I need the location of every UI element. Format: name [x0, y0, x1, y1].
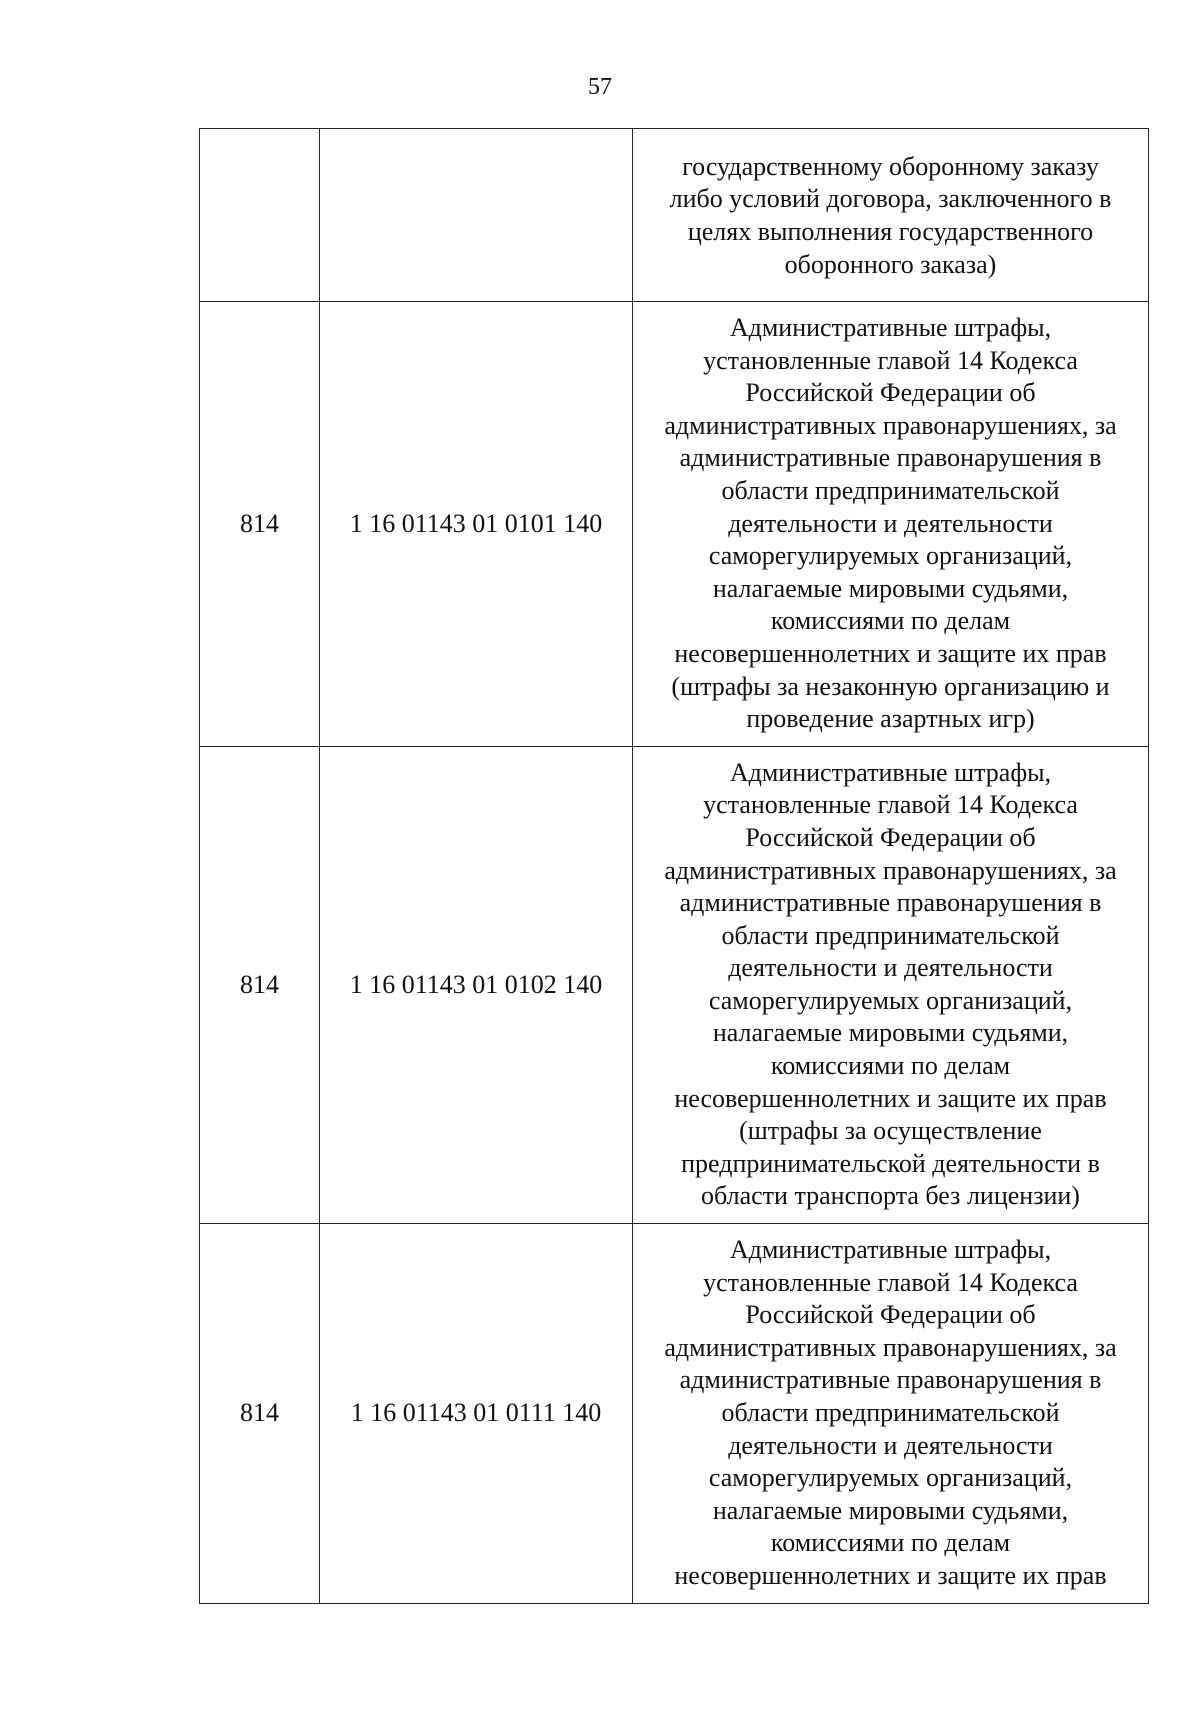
kbk-code-cell: 1 16 01143 01 0111 140 [320, 1224, 633, 1604]
kbk-code-cell [320, 129, 633, 302]
description-cell [633, 302, 1149, 747]
page-number: 57 [588, 74, 612, 100]
table-row [200, 302, 1149, 747]
description-text: Административные штрафы, установленные главой 14 Кодекса Российской Федерации об административных правонарушениях, за административные правонарушения в области предпринимательской деятельности и деятельности саморегулируемых организаций, налагаемые мировыми судьями, комиссиями по делам несовершеннолетних и защите их прав (штрафы за осуществление предпринимательской деятельности в области транспорта без лицензии) [664, 757, 1117, 1211]
admin-code-cell: 814 [200, 1224, 320, 1604]
table-row [200, 1224, 1149, 1604]
table-row [200, 746, 1149, 1223]
description-text: государственному оборонному заказу либо условий договора, заключенного в целях выполнения государственного оборонного заказа) [669, 151, 1112, 279]
kbk-code-cell: 1 16 01143 01 0102 140 [320, 746, 633, 1223]
description-text: Административные штрафы, установленные главой 14 Кодекса Российской Федерации об административных правонарушениях, за административные правонарушения в области предпринимательской деятельности и деятельности саморегулируемых организаций, налагаемые мировыми судьями, комиссиями по делам несовершеннолетних и защите их прав [664, 1235, 1117, 1590]
budget-codes-table [199, 128, 1149, 1604]
description-text: Административные штрафы, установленные главой 14 Кодекса Российской Федерации об административных правонарушениях, за административные правонарушения в области предпринимательской деятельности и деятельности саморегулируемых организаций, налагаемые мировыми судьями, комиссиями по делам несовершеннолетних и защите их прав (штрафы за незаконную организацию и проведение азартных игр) [664, 313, 1117, 734]
description-cell [633, 129, 1149, 302]
description-cell [633, 746, 1149, 1223]
admin-code-cell: 814 [200, 302, 320, 747]
admin-code-cell [200, 129, 320, 302]
kbk-code-cell: 1 16 01143 01 0101 140 [320, 302, 633, 747]
admin-code-cell: 814 [200, 746, 320, 1223]
description-cell [633, 1224, 1149, 1604]
table-row [200, 129, 1149, 302]
